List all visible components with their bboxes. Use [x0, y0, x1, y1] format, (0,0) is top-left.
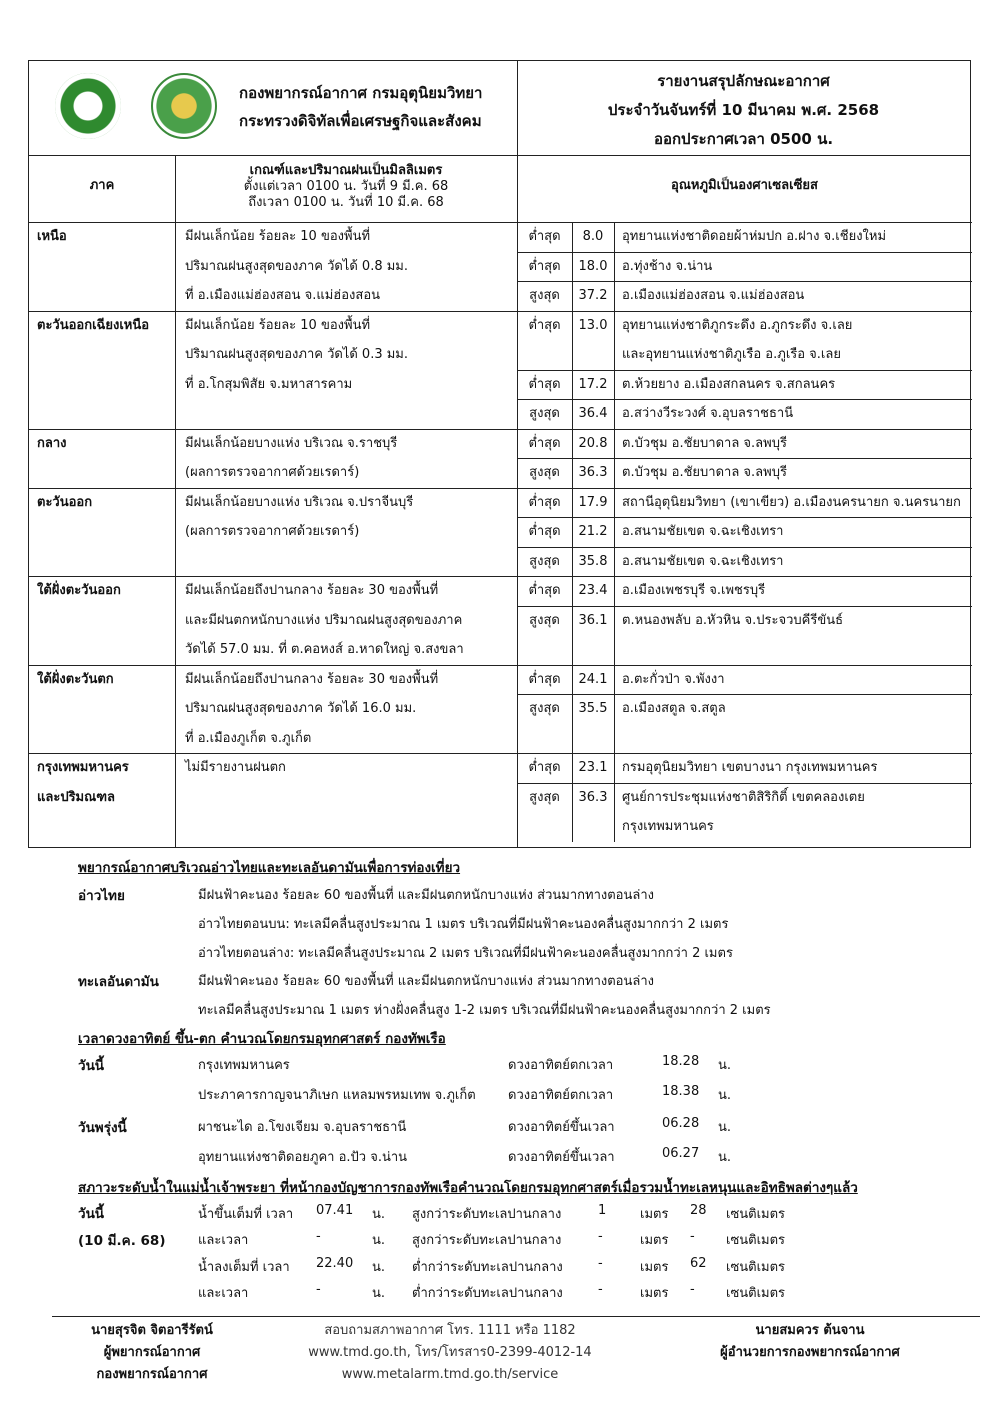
tide-event: และเวลา: [198, 1286, 249, 1301]
rain-summary: ที่ อ.เมืองแม่ฮ่องสอน จ.แม่ฮ่องสอน: [185, 288, 381, 303]
contact-info: สอบถามสภาพอากาศ โทร. 1111 หรือ 1182 www.tmd.go.th, โทร/โทรสาร0-2399-4012-14 www.metalarm.tmd.go.th/service: [290, 1320, 610, 1386]
rain-summary: มีฝนเล็กน้อย ร้อยละ 10 ของพื้นที่: [185, 317, 371, 333]
andaman-label: ทะเลอันดามัน: [78, 974, 159, 990]
sun-time: 06.27: [662, 1146, 700, 1161]
sun-place: กรุงเทพมหานคร: [198, 1058, 290, 1073]
temp-type: ต่ำสุด: [528, 435, 561, 451]
gulf-line: อ่าวไทยตอนบน: ทะเลมีคลื่นสูงประมาณ 1 เมตร บริเวณที่มีฝนฟ้าคะนองคลื่นสูงมากกว่า 2 เมตร: [198, 917, 729, 932]
tide-title: สภาวะระดับน้ำในแม่น้ำเจ้าพระยา ที่หน้ากองบัญชาการกองทัพเรือคำนวณโดยกรมอุทกศาสตร์เมื่อรวมน้ำทะเลหนุนและอิทธิพลต่างๆแล้ว: [78, 1180, 858, 1196]
temp-value: 8.0: [582, 229, 604, 244]
temp-location: ต.บัวชุม อ.ชัยบาดาล จ.ลพบุรี: [622, 465, 787, 480]
tide-cm-unit: เซนติเมตร: [726, 1260, 786, 1275]
temp-location: กรุงเทพมหานคร: [622, 819, 714, 834]
temp-location: สถานีอุตุนิยมวิทยา (เขาเขียว) อ.เมืองนครนายก จ.นครนายก: [622, 494, 961, 510]
region-name: ใต้ฝั่งตะวันตก: [37, 671, 114, 687]
sun-event: ดวงอาทิตย์ขึ้นเวลา: [508, 1120, 615, 1135]
col-header-temp: อุณหภูมิเป็นองศาเซลเซียส: [671, 178, 818, 193]
tide-relation: ต่ำกว่าระดับทะเลปานกลาง: [412, 1286, 563, 1301]
org-name: [239, 79, 482, 135]
sun-unit: น.: [718, 1058, 732, 1073]
sun-place: อุทยานแห่งชาติดอยภูคา อ.ปัว จ.น่าน: [198, 1150, 408, 1165]
region-name: กรุงเทพมหานคร: [37, 760, 129, 775]
temp-location: อ.สว่างวีระวงศ์ จ.อุบลราชธานี: [622, 406, 794, 421]
footer-divider: [52, 1316, 980, 1317]
rain-summary: ปริมาณฝนสูงสุดของภาค วัดได้ 0.3 มม.: [185, 347, 408, 362]
temp-value: 17.2: [578, 376, 608, 392]
rain-summary: ที่ อ.โกสุมพิสัย จ.มหาสารคาม: [185, 376, 353, 392]
tide-cm: 28: [690, 1203, 707, 1218]
rain-summary: ปริมาณฝนสูงสุดของภาค วัดได้ 16.0 มม.: [185, 701, 417, 716]
region-name: ตะวันออก: [37, 494, 93, 510]
temp-location: อ.สนามชัยเขต จ.ฉะเชิงเทรา: [622, 524, 784, 539]
sun-time: 18.38: [662, 1084, 700, 1099]
sun-event: ดวงอาทิตย์ขึ้นเวลา: [508, 1150, 615, 1165]
sun-event: ดวงอาทิตย์ตกเวลา: [508, 1088, 614, 1103]
sun-time: 18.28: [662, 1054, 700, 1069]
temp-value: 13.0: [578, 317, 608, 333]
temp-type: ต่ำสุด: [528, 760, 561, 775]
tide-cm-unit: เซนติเมตร: [726, 1233, 786, 1248]
sun-tomorrow-label: วันพรุ่งนี้: [78, 1120, 127, 1136]
tide-date-label: (10 มี.ค. 68): [78, 1233, 166, 1249]
temp-location: และอุทยานแห่งชาติภูเรือ อ.ภูเรือ จ.เลย: [622, 347, 841, 362]
temp-type: สูงสุด: [529, 465, 560, 480]
rain-summary: มีฝนเล็กน้อยบางแห่ง บริเวณ จ.ราชบุรี: [185, 435, 398, 451]
rain-summary: และมีฝนตกหนักบางแห่ง ปริมาณฝนสูงสุดของภาค: [185, 612, 463, 628]
tide-relation: สูงกว่าระดับทะเลปานกลาง: [412, 1233, 562, 1248]
temp-type: สูงสุด: [529, 701, 560, 716]
temp-type: สูงสุด: [529, 553, 560, 569]
rain-summary: วัดได้ 57.0 มม. ที่ ต.คอหงส์ อ.หาดใหญ่ จ.สงขลา: [185, 642, 464, 657]
sun-time: 06.28: [662, 1116, 700, 1131]
temp-location: ต.หนองพลับ อ.หัวหิน จ.ประจวบคีรีขันธ์: [622, 612, 844, 628]
tide-cm-unit: เซนติเมตร: [726, 1286, 786, 1301]
temp-type: ต่ำสุด: [528, 376, 561, 392]
temp-value: 35.5: [578, 701, 608, 716]
region-name: กลาง: [37, 435, 67, 451]
tide-day-label: วันนี้: [78, 1206, 105, 1222]
temp-location: อุทยานแห่งชาติดอยผ้าห่มปก อ.ฝาง จ.เชียงใหม่: [622, 229, 887, 244]
tide-relation: สูงกว่าระดับทะเลปานกลาง: [412, 1207, 562, 1222]
tide-meter-unit: เมตร: [640, 1233, 669, 1248]
tide-meters: -: [598, 1229, 603, 1244]
temp-location: ต.ห้วยยาง อ.เมืองสกลนคร จ.สกลนคร: [622, 376, 836, 392]
temp-value: 36.3: [578, 789, 608, 805]
tide-meter-unit: เมตร: [640, 1286, 669, 1301]
temp-value: 17.9: [578, 494, 608, 510]
sun-event: ดวงอาทิตย์ตกเวลา: [508, 1058, 614, 1073]
temp-value: 21.2: [578, 524, 608, 539]
rain-summary: ที่ อ.เมืองภูเก็ต จ.ภูเก็ต: [185, 730, 312, 746]
report-title-block: [517, 67, 970, 154]
gulf-label: อ่าวไทย: [78, 888, 125, 904]
forecaster-signature: นายสุรจิต จิตอารีรัตน์ ผู้พยากรณ์อากาศ กองพยากรณ์อากาศ: [91, 1323, 213, 1382]
tide-meter-unit: เมตร: [640, 1207, 669, 1222]
andaman-line: ทะเลมีคลื่นสูงประมาณ 1 เมตร ห่างฝั่งคลื่นสูง 1-2 เมตร บริเวณที่มีฝนฟ้าคะนองคลื่นสูงมากกว่า 2 เมตร: [198, 1003, 771, 1018]
temp-location: อ.เมืองสตูล จ.สตูล: [622, 701, 726, 716]
tide-time: 07.41: [316, 1203, 354, 1218]
gulf-line: มีฝนฟ้าคะนอง ร้อยละ 60 ของพื้นที่ และมีฝนตกหนักบางแห่ง ส่วนมากทางตอนล่าง: [198, 888, 654, 903]
temp-value: 35.8: [578, 553, 608, 569]
rain-summary: ปริมาณฝนสูงสุดของภาค วัดได้ 0.8 มม.: [185, 258, 408, 274]
temp-location: อ.เมืองแม่ฮ่องสอน จ.แม่ฮ่องสอน: [622, 288, 805, 303]
tide-time: 22.40: [316, 1256, 354, 1271]
marine-title: พยากรณ์อากาศบริเวณอ่าวไทยและทะเลอันดามันเพื่อการท่องเที่ยว: [78, 860, 461, 876]
temp-location: ต.บัวชุม อ.ชัยบาดาล จ.ลพบุรี: [622, 435, 787, 451]
rain-summary: มีฝนเล็กน้อยบางแห่ง บริเวณ จ.ปราจีนบุรี: [185, 494, 414, 510]
region-name: ตะวันออกเฉียงเหนือ: [37, 317, 150, 333]
service-link[interactable]: www.metalarm.tmd.go.th/service: [341, 1367, 559, 1382]
temp-type: ต่ำสุด: [528, 258, 561, 274]
sun-unit: น.: [718, 1088, 732, 1103]
tide-relation: ต่ำกว่าระดับทะเลปานกลาง: [412, 1260, 563, 1275]
col-header-rain: เกณฑ์และปริมาณฝนเป็นมิลลิเมตร ตั้งแต่เวลา 0100 น. วันที่ 9 มี.ค. 68 ถึงเวลา 0100 น. วันที่ 10 มี.ค. 68: [243, 163, 449, 210]
sun-today-label: วันนี้: [78, 1058, 105, 1074]
temp-type: สูงสุด: [529, 406, 560, 421]
sun-place: ผาชนะได อ.โขงเจียม จ.อุบลราชธานี: [198, 1120, 407, 1135]
rain-summary: ไม่มีรายงานฝนตก: [185, 760, 286, 775]
tide-meters: 1: [598, 1203, 607, 1218]
tide-cm: -: [690, 1282, 695, 1297]
org-line-1: กองพยากรณ์อากาศ กรมอุตุนิยมวิทยา: [239, 84, 483, 102]
region-name: เหนือ: [37, 229, 67, 244]
tide-event: และเวลา: [198, 1233, 249, 1248]
temp-location: อ.ทุ่งช้าง จ.น่าน: [622, 258, 713, 274]
region-name: และปริมณฑล: [37, 789, 115, 805]
temp-type: ต่ำสุด: [528, 671, 561, 687]
gulf-line: อ่าวไทยตอนล่าง: ทะเลมีคลื่นสูงประมาณ 2 เมตร บริเวณที่มีฝนฟ้าคะนองคลื่นสูงมากกว่า 2 เมตร: [198, 946, 733, 961]
temp-value: 36.4: [578, 406, 608, 421]
temp-type: สูงสุด: [529, 612, 560, 628]
temp-location: อ.ตะกั่วป่า จ.พังงา: [622, 671, 725, 687]
temp-value: 37.2: [578, 288, 608, 303]
andaman-line: มีฝนฟ้าคะนอง ร้อยละ 60 ของพื้นที่ และมีฝนตกหนักบางแห่ง ส่วนมากทางตอนล่าง: [198, 974, 654, 989]
temp-location: กรมอุตุนิยมวิทยา เขตบางนา กรุงเทพมหานคร: [622, 760, 878, 775]
tide-unit: น.: [372, 1233, 386, 1248]
tide-time: -: [316, 1229, 321, 1244]
temp-location: อ.เมืองเพชรบุรี จ.เพชรบุรี: [622, 583, 766, 598]
temp-location: ศูนย์การประชุมแห่งชาติสิริกิติ์ เขตคลองเตย: [622, 789, 865, 805]
tide-cm-unit: เซนติเมตร: [726, 1207, 786, 1222]
tide-cm: 62: [690, 1256, 707, 1271]
rain-summary: (ผลการตรวจอากาศด้วยเรดาร์): [185, 465, 360, 480]
issued-time: ออกประกาศเวลา 0500 น.: [653, 130, 834, 148]
ministry-logo: [55, 73, 121, 139]
temp-type: สูงสุด: [529, 789, 560, 805]
report-title: รายงานสรุปลักษณะอากาศ: [657, 72, 830, 90]
weather-summary-table: [28, 156, 971, 848]
temp-value: 23.1: [578, 760, 608, 775]
temp-value: 36.1: [578, 612, 608, 628]
rain-summary: มีฝนเล็กน้อยถึงปานกลาง ร้อยละ 30 ของพื้นที่: [185, 671, 439, 687]
temp-location: อุทยานแห่งชาติภูกระดึง อ.ภูกระดึง จ.เลย: [622, 317, 853, 333]
tide-unit: น.: [372, 1260, 386, 1275]
org-line-2: กระทรวงดิจิทัลเพื่อเศรษฐกิจและสังคม: [239, 112, 482, 130]
sun-unit: น.: [718, 1120, 732, 1135]
tide-time: -: [316, 1282, 321, 1297]
temp-type: ต่ำสุด: [528, 524, 561, 539]
temp-type: ต่ำสุด: [528, 229, 561, 244]
temp-value: 24.1: [578, 671, 608, 687]
tide-meter-unit: เมตร: [640, 1260, 669, 1275]
col-header-region: ภาค: [89, 178, 115, 193]
temp-location: อ.สนามชัยเขต จ.ฉะเชิงเทรา: [622, 553, 784, 569]
temp-type: ต่ำสุด: [528, 317, 561, 333]
tmd-logo: [151, 73, 217, 139]
temp-type: ต่ำสุด: [528, 494, 561, 510]
report-header: [28, 60, 971, 156]
tide-meters: -: [598, 1282, 603, 1297]
region-name: ใต้ฝั่งตะวันออก: [37, 583, 121, 598]
sun-place: ประภาคารกาญจนาภิเษก แหลมพรหมเทพ จ.ภูเก็ต: [198, 1088, 476, 1103]
rain-summary: มีฝนเล็กน้อยถึงปานกลาง ร้อยละ 30 ของพื้นที่: [185, 583, 439, 598]
tide-meters: -: [598, 1256, 603, 1271]
tide-cm: -: [690, 1229, 695, 1244]
temp-type: สูงสุด: [529, 288, 560, 303]
temp-value: 18.0: [578, 258, 608, 274]
director-signature: นายสมควร ต้นจาน ผู้อำนวยการกองพยากรณ์อากาศ: [720, 1323, 900, 1360]
rain-summary: มีฝนเล็กน้อย ร้อยละ 10 ของพื้นที่: [185, 229, 371, 244]
temp-value: 23.4: [578, 583, 608, 598]
temp-value: 20.8: [578, 435, 608, 451]
tide-unit: น.: [372, 1207, 386, 1222]
temp-value: 36.3: [578, 465, 608, 480]
report-date: ประจำวันจันทร์ที่ 10 มีนาคม พ.ศ. 2568: [607, 101, 880, 119]
sun-title: เวลาดวงอาทิตย์ ขึ้น-ตก คำนวณโดยกรมอุทกศาสตร์ กองทัพเรือ: [78, 1031, 446, 1047]
sun-unit: น.: [718, 1150, 732, 1165]
tide-unit: น.: [372, 1286, 386, 1301]
temp-type: ต่ำสุด: [528, 583, 561, 598]
tide-event: น้ำขึ้นเต็มที่ เวลา: [198, 1207, 294, 1222]
rain-summary: (ผลการตรวจอากาศด้วยเรดาร์): [185, 524, 360, 539]
tide-event: น้ำลงเต็มที่ เวลา: [198, 1260, 290, 1275]
